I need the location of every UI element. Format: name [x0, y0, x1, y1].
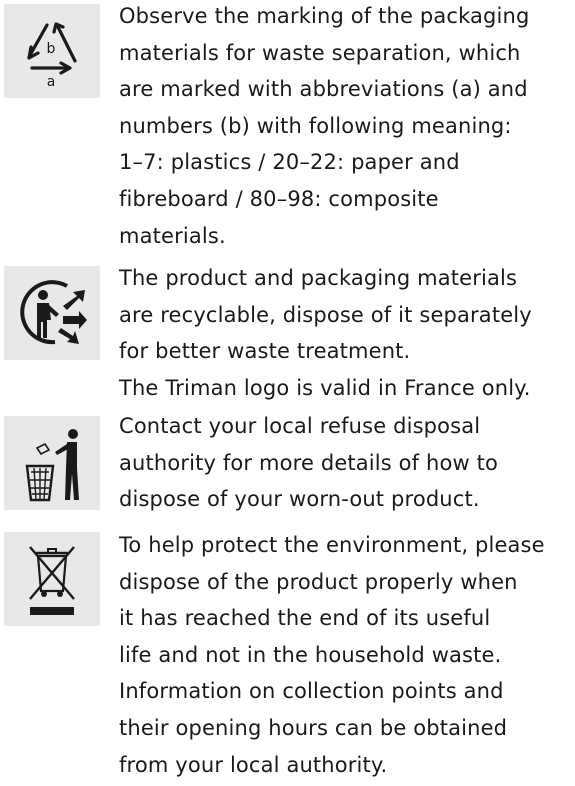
- text-line: 1–7: plastics / 20–22: paper and: [119, 150, 460, 175]
- waste-bin-graphic: [17, 424, 87, 502]
- text-line: dispose of your worn-out product.: [119, 487, 480, 512]
- waste-bin-person-icon: [4, 416, 100, 510]
- text-line: from your local authority.: [119, 752, 388, 777]
- text-line: dispose of the product properly when: [119, 569, 518, 594]
- recycling-code-label-a: a: [46, 74, 56, 89]
- text-line: it has reached the end of its useful: [119, 606, 491, 631]
- weee-graphic: [22, 539, 82, 619]
- triman-logo-icon: [4, 266, 100, 360]
- crossed-out-wheelie-bin-icon: [4, 532, 100, 626]
- text-line: materials for waste separation, which: [119, 40, 521, 65]
- text-line: Contact your local refuse disposal: [119, 414, 481, 438]
- text-line: The Triman logo is valid in France only.: [119, 375, 531, 400]
- text-line: are recyclable, dispose of it separately: [119, 302, 532, 327]
- text-line: numbers (b) with following meaning:: [119, 113, 512, 138]
- recycling-code-label-b: b: [46, 41, 56, 57]
- triman-graphic: [15, 276, 89, 350]
- section-triman: [0, 262, 575, 410]
- text-line: materials.: [119, 223, 226, 248]
- text-line: authority for more details of how to: [119, 450, 499, 475]
- section-triman-text: [119, 260, 571, 406]
- text-line: for better waste treatment.: [119, 339, 411, 364]
- section-recycling-code: [0, 0, 575, 262]
- text-line: life and not in the household waste.: [119, 642, 502, 667]
- text-line: their opening hours can be obtained: [119, 715, 508, 740]
- section-weee-text: [119, 527, 571, 783]
- section-waste-bin: [0, 410, 575, 528]
- section-waste-bin-text: [119, 408, 571, 518]
- text-line: To help protect the environment, please: [119, 533, 545, 557]
- recycling-triangle-graphic: [17, 13, 87, 89]
- recycling-code-icon: [4, 4, 100, 98]
- text-line: are marked with abbreviations (a) and: [119, 77, 528, 102]
- text-line: Observe the marking of the packaging: [119, 4, 530, 28]
- text-line: fibreboard / 80–98: composite: [119, 186, 439, 211]
- section-weee: [0, 529, 575, 786]
- text-line: Information on collection points and: [119, 679, 504, 704]
- section-recycling-code-text: [119, 0, 571, 254]
- text-line: The product and packaging materials: [119, 266, 518, 290]
